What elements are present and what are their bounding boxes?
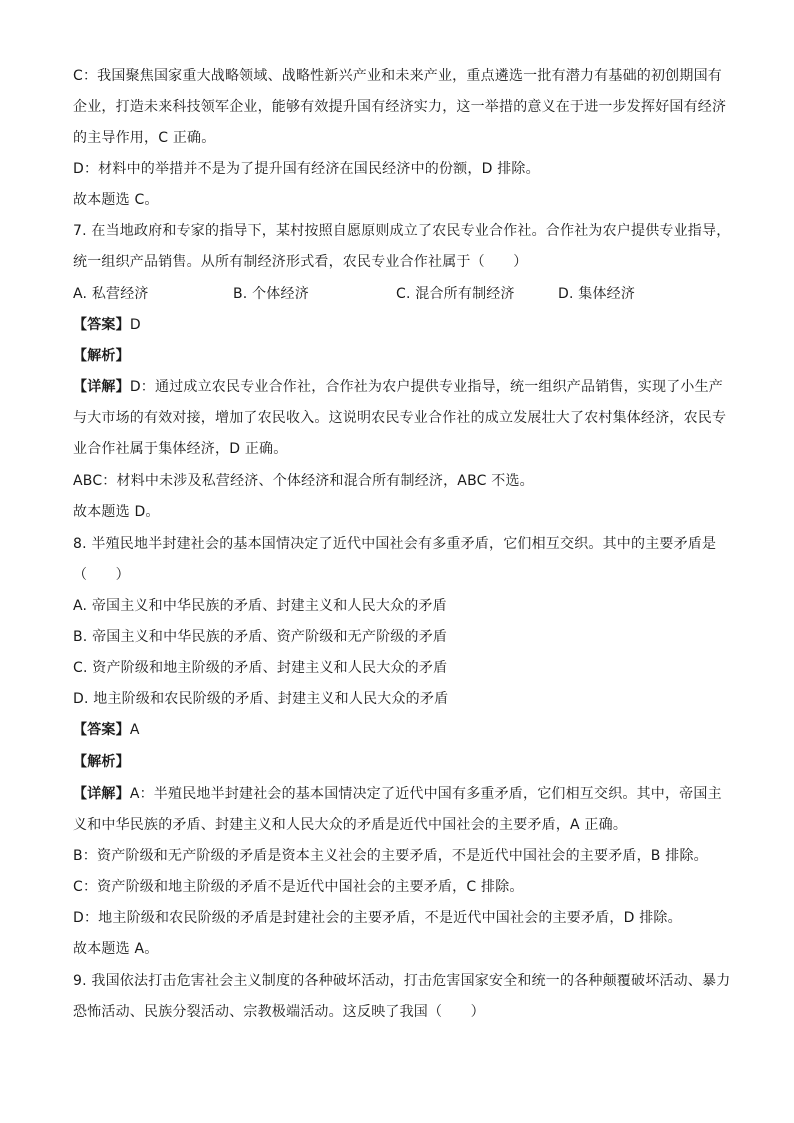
q7-answer-label: 【答案】 [73, 317, 130, 333]
q7-abc-analysis: ABC：材料中未涉及私营经济、个体经济和混合所有制经济，ABC 不选。 [73, 473, 534, 489]
q8-answer [73, 721, 725, 739]
q7-analysis-label: 【解析】 [73, 348, 130, 364]
q7-stem-line-1: 7. 在当地政府和专家的指导下，某村按照自愿原则成立了农民专业合作社。合作社为农户提供专业指导， [73, 223, 731, 239]
q8-detail-line-1 [73, 785, 725, 803]
q8-detail-line-2: 义和中华民族的矛盾、封建主义和人民大众的矛盾是近代中国社会的主要矛盾，A 正确。 [73, 817, 628, 833]
q7-detail-label: 【详解】 [73, 379, 130, 395]
q8-stem-line-2: （ ） [73, 567, 130, 583]
q8-stem-line-1: 8. 半殖民地半封建社会的基本国情决定了近代中国社会有多重矛盾，它们相互交织。其中的主要矛盾是 [73, 536, 717, 552]
q8-option-d-analysis: D：地主阶级和农民阶级的矛盾是封建社会的主要矛盾，不是近代中国社会的主要矛盾，D 排除。 [73, 910, 682, 926]
q6-option-c-analysis-line-2: 企业，打造未来科技领军企业，能够有效提升国有经济实力，这一举措的意义在于进一步发挥好国有经济 [73, 99, 727, 115]
q6-option-c-analysis-line-1: C：我国聚焦国家重大战略领域、战略性新兴产业和未来产业，重点遴选一批有潜力有基础的初创期国有 [73, 68, 722, 84]
q7-answer [73, 316, 725, 334]
q7-answer-value: D [129, 317, 141, 333]
q7-detail-line-3: 业合作社属于集体经济，D 正确。 [73, 441, 288, 457]
q7-option-d: D. 集体经济 [558, 286, 636, 302]
q7-option-a: A. 私营经济 [73, 286, 149, 302]
q9-stem-line-2: 恐怖活动、民族分裂活动、宗教极端活动。这反映了我国（ ） [73, 1004, 485, 1020]
q8-answer-value: A [129, 722, 140, 738]
q9-stem-line-1: 9. 我国依法打击危害社会主义制度的各种破坏活动，打击危害国家安全和统一的各种颠覆破坏活动、暴力 [73, 973, 731, 989]
q8-answer-label: 【答案】 [73, 722, 130, 738]
q8-analysis-heading [73, 753, 725, 771]
q8-conclusion: 故本题选 A。 [73, 941, 159, 957]
q7-analysis-heading [73, 347, 725, 365]
q8-option-c-analysis: C：资产阶级和地主阶级的矛盾不是近代中国社会的主要矛盾，C 排除。 [73, 879, 524, 895]
q8-option-b-analysis: B：资产阶级和无产阶级的矛盾是资本主义社会的主要矛盾，不是近代中国社会的主要矛盾，B 排除。 [73, 848, 708, 864]
q7-option-c: C. 混合所有制经济 [396, 286, 515, 302]
q6-option-c-analysis-line-3: 的主导作用，C 正确。 [73, 130, 216, 146]
q8-detail-label: 【详解】 [73, 786, 130, 802]
q8-option-b: B. 帝国主义和中华民族的矛盾、资产阶级和无产阶级的矛盾 [73, 629, 448, 645]
q7-option-b: B. 个体经济 [233, 286, 309, 302]
q7-detail-text-1: D：通过成立农民专业合作社，合作社为农户提供专业指导，统一组织产品销售，实现了小生产 [129, 379, 723, 395]
q8-detail-text-1: A：半殖民地半封建社会的基本国情决定了近代中国有多重矛盾，它们相互交织。其中，帝国主 [129, 786, 722, 802]
q8-analysis-label: 【解析】 [73, 754, 130, 770]
q8-option-d: D. 地主阶级和农民阶级的矛盾、封建主义和人民大众的矛盾 [73, 691, 449, 707]
q6-option-d-analysis: D：材料中的举措并不是为了提升国有经济在国民经济中的份额，D 排除。 [73, 161, 540, 177]
q7-detail-line-2: 与大市场的有效对接，增加了农民收入。这说明农民专业合作社的成立发展壮大了农村集体经济，农民专 [73, 410, 727, 426]
q7-detail-line-1 [73, 378, 725, 396]
q7-stem-line-2: 统一组织产品销售。从所有制经济形式看，农民专业合作社属于（ ） [73, 254, 528, 270]
q8-option-c: C. 资产阶级和地主阶级的矛盾、封建主义和人民大众的矛盾 [73, 660, 448, 676]
q8-option-a: A. 帝国主义和中华民族的矛盾、封建主义和人民大众的矛盾 [73, 598, 447, 614]
q6-conclusion: 故本题选 C。 [73, 192, 159, 208]
q7-conclusion: 故本题选 D。 [73, 504, 160, 520]
